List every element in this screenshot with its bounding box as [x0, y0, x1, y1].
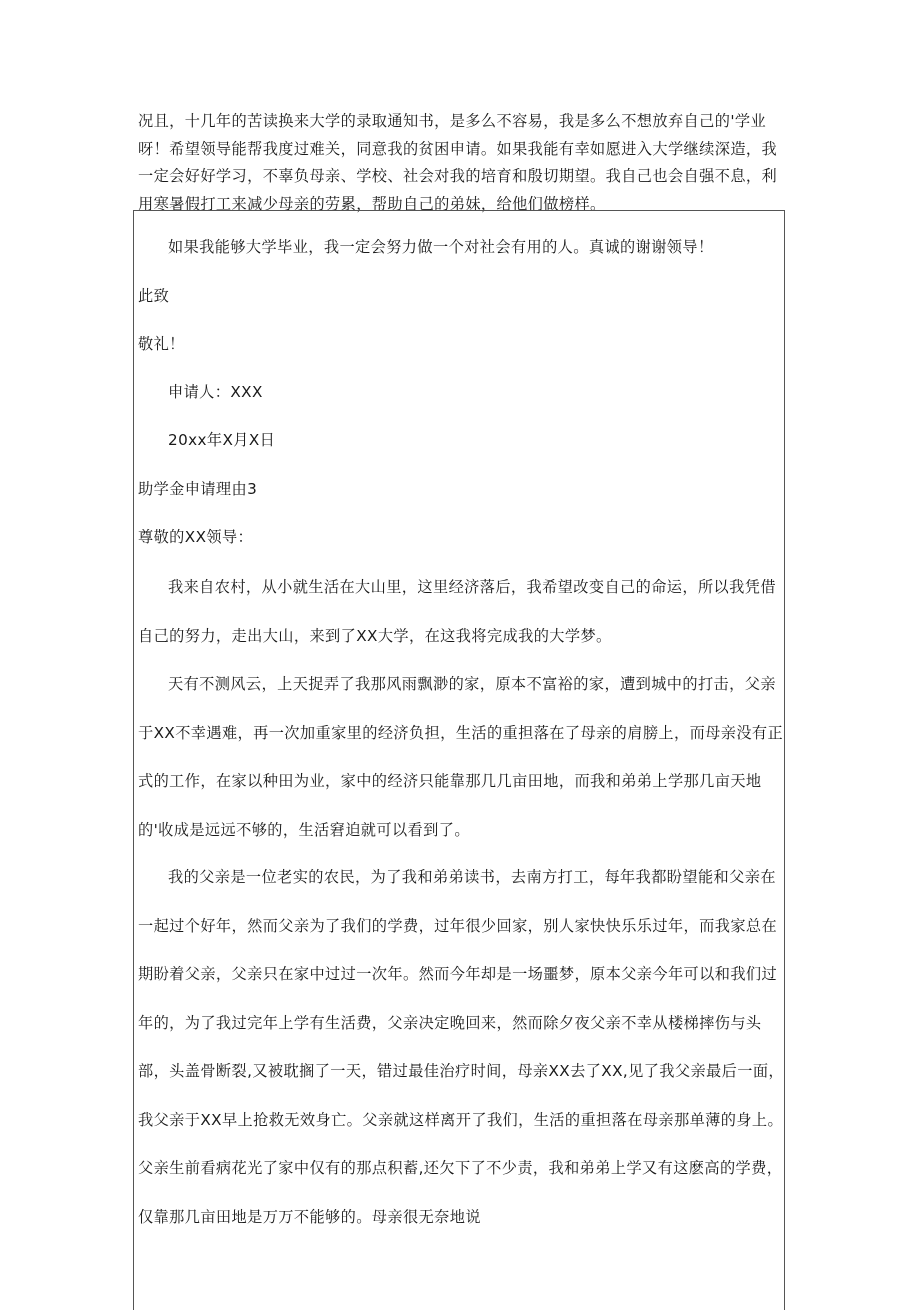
section-title: 助学金申请理由3: [138, 480, 258, 498]
closing-line: 如果我能够大学毕业，我一定会努力做一个对社会有用的人。真诚的谢谢领导！: [168, 238, 714, 256]
application-date: 20xx年X月X日: [168, 431, 276, 449]
body-paragraph-3: 我的父亲是一位老实的农民，为了我和弟弟读书，去南方打工，每年我都盼望能和父亲在一起过个好年，然而父亲为了我们的学费，过年很少回家，别人家快快乐乐过年，而我家总在期盼着父亲，父亲只在家中过过一次年。然而今年却是一场噩梦，原本父亲今年可以和我们过年的，为了我过完年上学有生活费，父亲决定晚回来，然而除夕夜父亲不幸从楼梯摔伤与头部，头盖骨断裂,又被耽搁了一天，错过最佳治疗时间，母亲XX去了XX,见了我父亲最后一面，我父亲于XX早上抢救无效身亡。父亲就这样离开了我们，生活的重担落在母亲那单薄的身上。父亲生前看病花光了家中仅有的那点积蓄,还欠下了不少责，我和弟弟上学又有这麽高的学费，仅靠那几亩田地是万万不能够的。母亲很无奈地说: [138, 868, 784, 1226]
greeting: 尊敬的XX领导：: [138, 528, 254, 546]
intro-text: 况且，十几年的苦读换来大学的录取通知书，是多么不容易，我是多么不想放弃自己的'学业呀！希望领导能帮我度过难关，同意我的贫困申请。如果我能有幸如愿进入大学继续深造，我一定会好好学习，不辜负母亲、学校、社会对我的培育和殷切期望。我自己也会自强不息，利用寒暑假打工来减少母亲的劳累，帮助自己的弟妹，给他们做榜样。: [138, 112, 778, 213]
body-paragraph-2: 天有不测风云，上天捉弄了我那风雨飘渺的家，原本不富裕的家，遭到城中的打击，父亲于XX不幸遇难，再一次加重家里的经济负担，生活的重担落在了母亲的肩膀上，而母亲没有正式的工作，在家以种田为业，家中的经济只能靠那几几亩田地，而我和弟弟上学那几亩天地的'收成是远远不够的，生活窘迫就可以看到了。: [138, 675, 784, 839]
intro-paragraph: [138, 108, 790, 218]
salutation-ci-zhi: 此致: [138, 287, 170, 305]
body-paragraph-1: 我来自农村，从小就生活在大山里，这里经济落后，我希望改变自己的命运，所以我凭借自己的努力，走出大山，来到了XX大学，在这我将完成我的大学梦。: [138, 578, 776, 645]
applicant-signature: 申请人：XXX: [168, 383, 263, 401]
salutation-jing-li: 敬礼！: [138, 335, 185, 353]
